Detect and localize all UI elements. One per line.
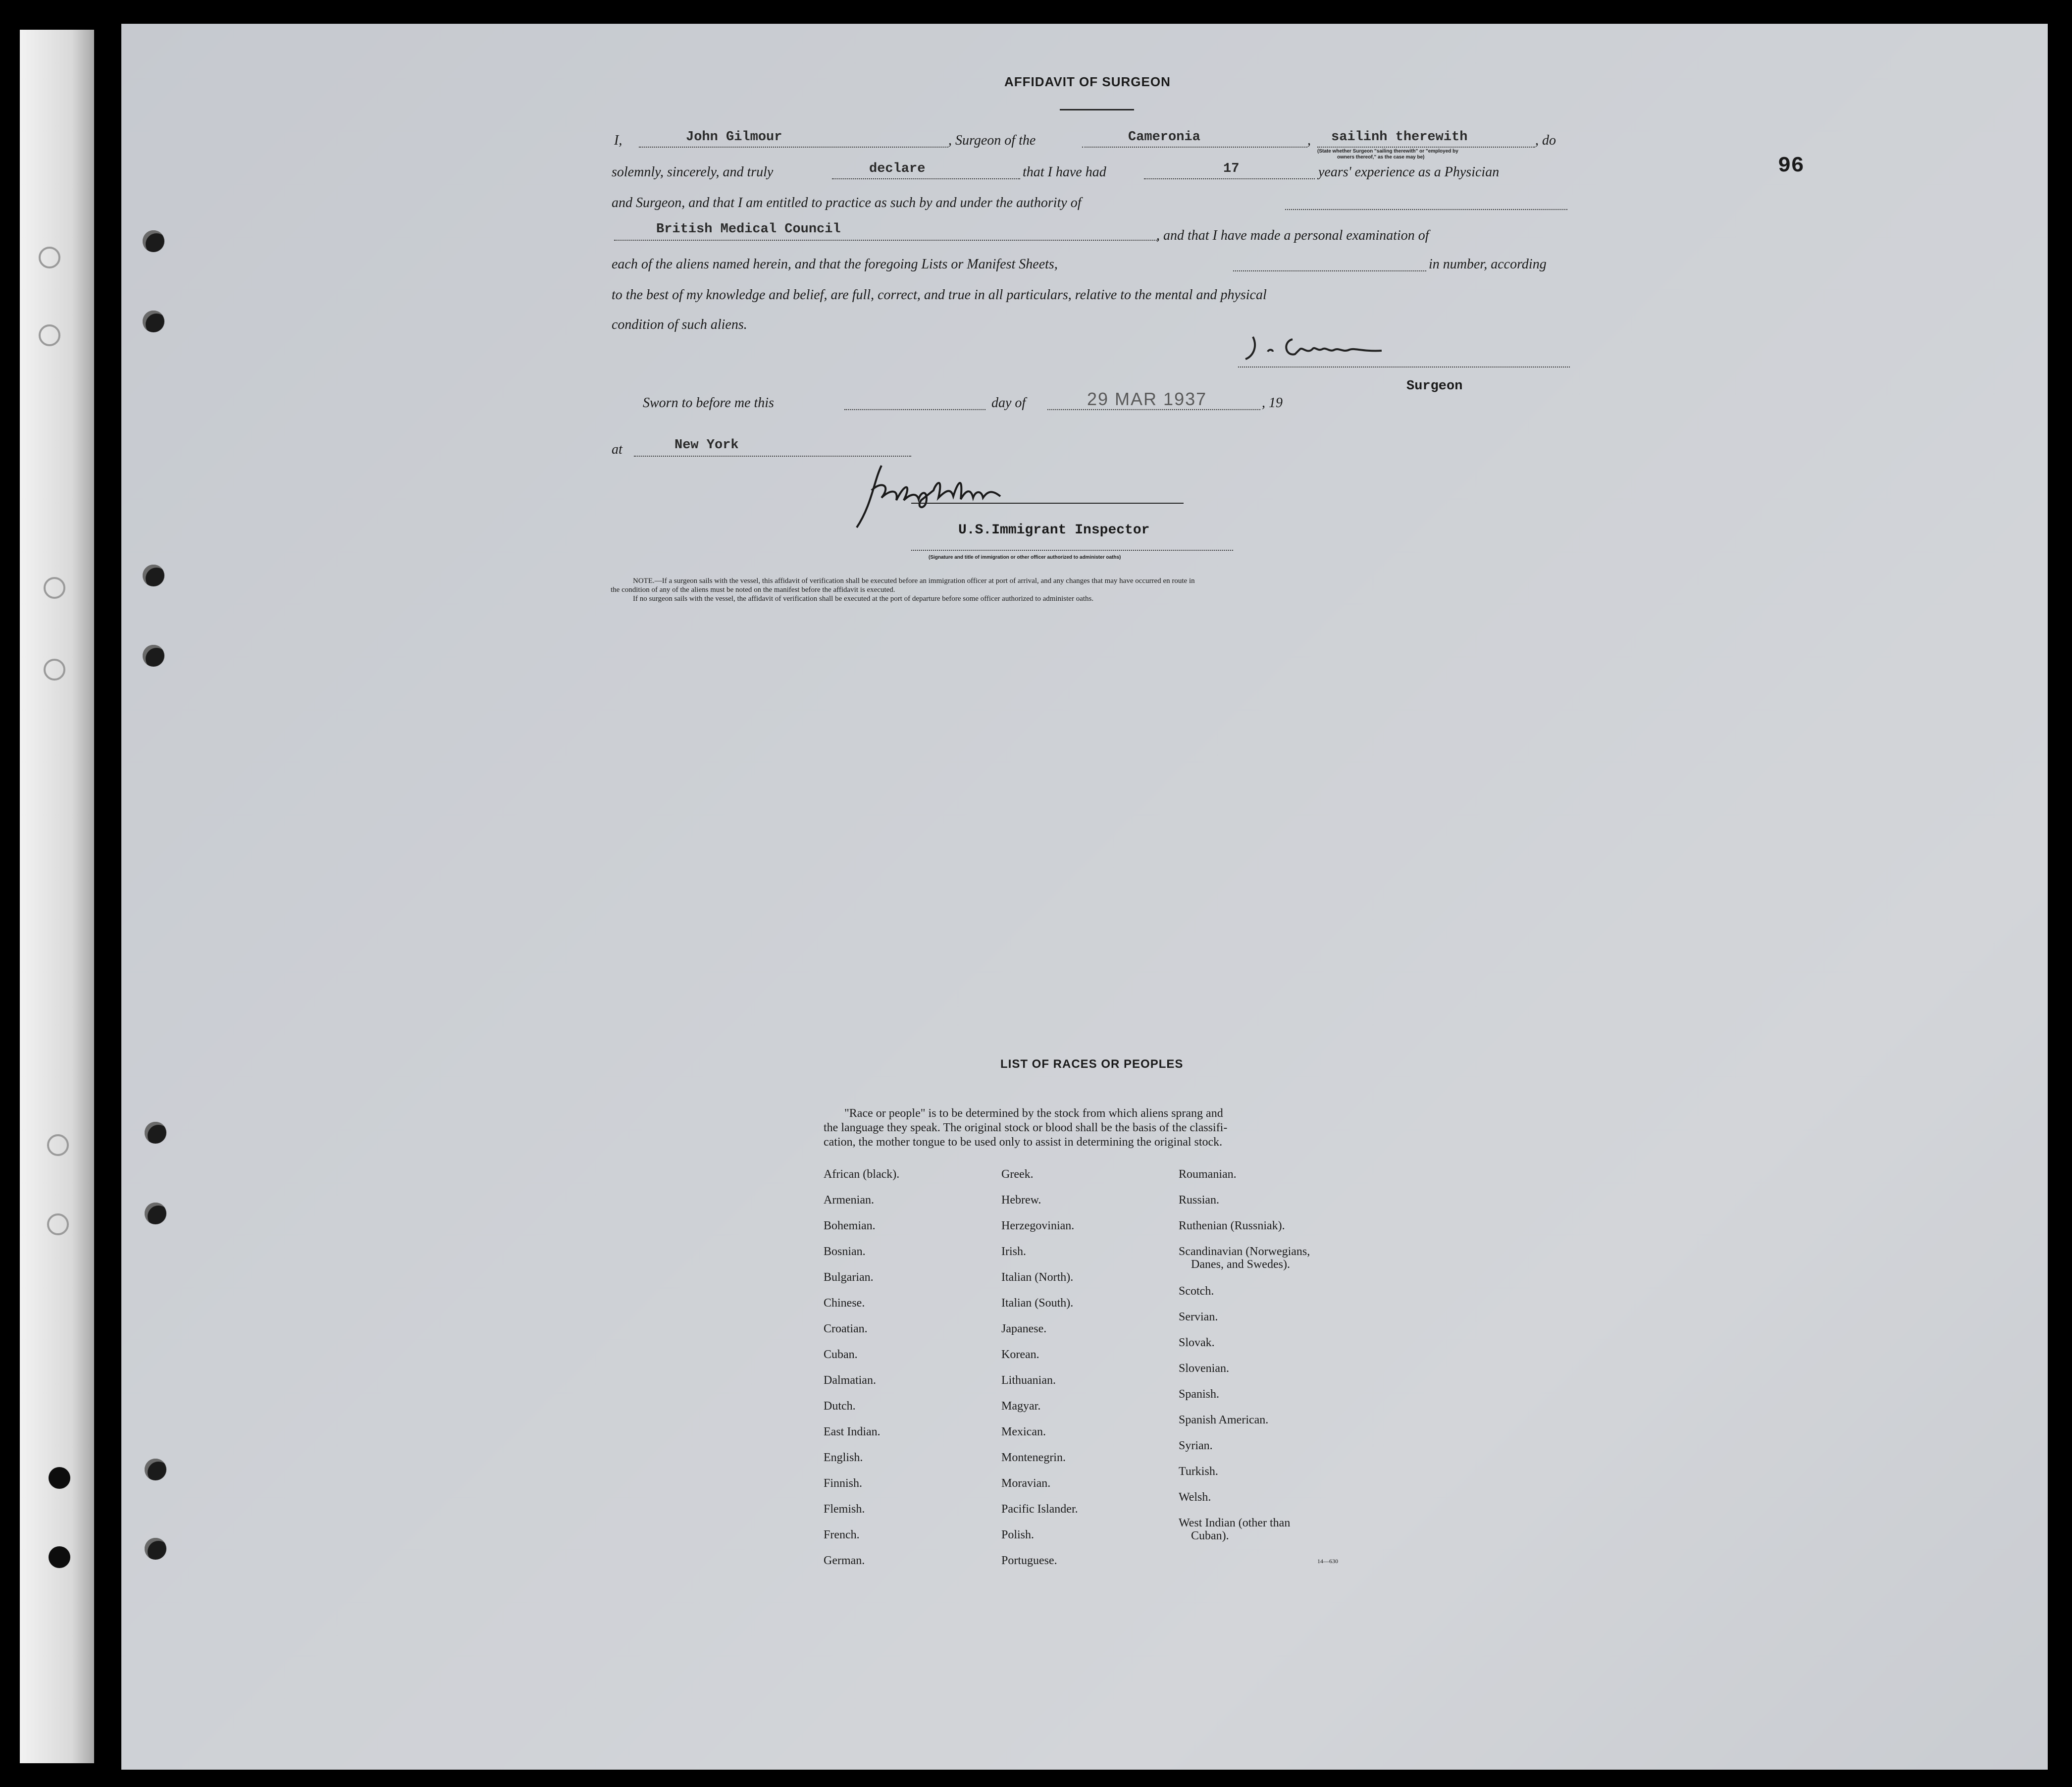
inspector-signature-line bbox=[911, 503, 1184, 504]
race-item: German. bbox=[824, 1554, 865, 1567]
race-item: Italian (South). bbox=[1001, 1297, 1074, 1310]
punch-hole bbox=[145, 1122, 166, 1144]
race-item: Korean. bbox=[1001, 1348, 1039, 1361]
punch-hole bbox=[143, 645, 164, 667]
race-item: West Indian (other than bbox=[1179, 1517, 1291, 1529]
line3: and Surgeon, and that I am entitled to practice as such by and under the authority of bbox=[612, 195, 1082, 210]
surgeon-label: Surgeon bbox=[1406, 379, 1463, 394]
races-title: LIST OF RACES OR PEOPLES bbox=[1000, 1057, 1184, 1071]
sworn-a: Sworn to before me this bbox=[643, 395, 774, 411]
race-item: Japanese. bbox=[1001, 1322, 1047, 1335]
race-item: African (black). bbox=[824, 1168, 900, 1181]
blank-line bbox=[1317, 147, 1535, 148]
blank-line bbox=[639, 147, 948, 148]
race-item: Cuban. bbox=[824, 1348, 858, 1361]
race-item: Hebrew. bbox=[1001, 1194, 1041, 1207]
race-item: Syrian. bbox=[1179, 1439, 1213, 1452]
race-item: Pacific Islander. bbox=[1001, 1503, 1078, 1516]
race-item: Polish. bbox=[1001, 1528, 1035, 1541]
line6: to the best of my knowledge and belief, are full, correct, and true in all particulars, relative to the mental and physical bbox=[612, 287, 1267, 303]
race-item: Italian (North). bbox=[1001, 1271, 1074, 1284]
race-item: Irish. bbox=[1001, 1245, 1026, 1258]
punch-hole bbox=[145, 1459, 166, 1480]
race-item: Dalmatian. bbox=[824, 1374, 876, 1387]
line2-b: that I have had bbox=[1023, 164, 1106, 180]
line1-surgeon-of: , Surgeon of the bbox=[948, 133, 1036, 148]
race-item: Lithuanian. bbox=[1001, 1374, 1056, 1387]
place-field: New York bbox=[674, 438, 739, 453]
blank-line bbox=[844, 409, 985, 410]
punch-hole bbox=[39, 324, 60, 346]
years-field: 17 bbox=[1223, 161, 1240, 176]
declare-field: declare bbox=[869, 161, 926, 176]
race-item: Dutch. bbox=[824, 1400, 856, 1413]
race-item: Finnish. bbox=[824, 1477, 863, 1490]
race-item: Portuguese. bbox=[1001, 1554, 1057, 1567]
blank-line bbox=[614, 240, 1159, 241]
vessel-field: Cameronia bbox=[1128, 130, 1200, 145]
inspector-title: U.S.Immigrant Inspector bbox=[958, 523, 1150, 538]
punch-hole bbox=[143, 230, 164, 252]
title-underline bbox=[1060, 109, 1134, 110]
inspector-caption: (Signature and title of immigration or other officer authorized to administer oaths) bbox=[929, 555, 1121, 560]
punch-hole bbox=[44, 659, 65, 681]
race-item: Danes, and Swedes). bbox=[1191, 1258, 1290, 1271]
note-line-1: NOTE.—If a surgeon sails with the vessel, this affidavit of verification shall be executed before an immigration officer at port of arrival, and any changes that may have occurred en route in bbox=[633, 577, 1195, 585]
race-item: Russian. bbox=[1179, 1194, 1220, 1207]
races-intro-2: the language they speak. The original stock or blood shall be the basis of the classifi- bbox=[824, 1121, 1228, 1134]
race-item: Moravian. bbox=[1001, 1477, 1051, 1490]
punch-hole bbox=[49, 1546, 70, 1568]
race-item: Montenegrin. bbox=[1001, 1451, 1066, 1464]
races-intro-1: "Race or people" is to be determined by the stock from which aliens sprang and bbox=[844, 1107, 1223, 1120]
race-item: Turkish. bbox=[1179, 1465, 1218, 1478]
race-item: Bosnian. bbox=[824, 1245, 866, 1258]
punch-hole bbox=[39, 247, 60, 268]
race-item: Servian. bbox=[1179, 1311, 1218, 1323]
line4-rest: , and that I have made a personal examination of bbox=[1156, 228, 1429, 243]
race-item: East Indian. bbox=[824, 1425, 881, 1438]
line5-a: each of the aliens named herein, and that the foregoing Lists or Manifest Sheets, bbox=[612, 257, 1058, 272]
race-item: Herzegovinian. bbox=[1001, 1219, 1075, 1232]
race-item: Welsh. bbox=[1179, 1491, 1211, 1504]
manifest-page bbox=[121, 24, 2048, 1770]
affidavit-title: AFFIDAVIT OF SURGEON bbox=[1004, 74, 1171, 89]
blank-line bbox=[1082, 147, 1307, 148]
sworn-c: , 19 bbox=[1262, 395, 1283, 411]
surgeon-name-field: John Gilmour bbox=[686, 130, 782, 145]
date-stamp: 29 MAR 1937 bbox=[1087, 389, 1207, 409]
line2-c: years' experience as a Physician bbox=[1318, 164, 1500, 180]
race-item: Spanish. bbox=[1179, 1388, 1220, 1401]
race-item: Roumanian. bbox=[1179, 1168, 1237, 1181]
race-item: Ruthenian (Russniak). bbox=[1179, 1219, 1285, 1232]
race-item: Mexican. bbox=[1001, 1425, 1046, 1438]
blank-line bbox=[634, 456, 911, 457]
races-intro-3: cation, the mother tongue to be used only to assist in determining the original stock. bbox=[824, 1136, 1223, 1149]
race-item: Cuban). bbox=[1191, 1529, 1229, 1542]
race-item: Bulgarian. bbox=[824, 1271, 874, 1284]
punch-hole bbox=[143, 565, 164, 586]
note-line-2: the condition of any of the aliens must be noted on the manifest before the affidavit is executed. bbox=[611, 586, 895, 594]
race-item: Flemish. bbox=[824, 1503, 865, 1516]
authority-field: British Medical Council bbox=[656, 222, 841, 237]
race-item: Chinese. bbox=[824, 1297, 865, 1310]
race-item: English. bbox=[824, 1451, 863, 1464]
punch-hole bbox=[143, 311, 164, 332]
form-code: 14—630 bbox=[1317, 1558, 1338, 1565]
race-item: Armenian. bbox=[824, 1194, 874, 1207]
blank-line bbox=[1144, 178, 1315, 179]
capacity-note-1: (State whether Surgeon "sailing therewith" or "employed by bbox=[1317, 149, 1458, 154]
blank-line bbox=[1285, 209, 1567, 210]
at-label: at bbox=[612, 442, 622, 457]
race-item: Bohemian. bbox=[824, 1219, 876, 1232]
line1-prefix: I, bbox=[614, 133, 622, 148]
race-item: Magyar. bbox=[1001, 1400, 1041, 1413]
line2-a: solemnly, sincerely, and truly bbox=[612, 164, 774, 180]
binder-strip bbox=[20, 30, 94, 1763]
race-item: Croatian. bbox=[824, 1322, 868, 1335]
blank-line bbox=[832, 178, 1020, 179]
race-item: Slovenian. bbox=[1179, 1362, 1229, 1375]
page-number: 96 bbox=[1778, 154, 1804, 178]
punch-hole bbox=[47, 1213, 69, 1235]
punch-hole bbox=[49, 1467, 70, 1489]
note-line-3: If no surgeon sails with the vessel, the affidavit of verification shall be executed at the port of departure before some officer authorized to administer oaths. bbox=[633, 595, 1094, 603]
capacity-field: sailinh therewith bbox=[1331, 130, 1468, 145]
surgeon-signature bbox=[1238, 327, 1466, 367]
capacity-note-2: owners thereof," as the case may be) bbox=[1337, 155, 1425, 160]
line1-comma: , bbox=[1307, 133, 1311, 148]
punch-hole bbox=[145, 1538, 166, 1560]
caption-line bbox=[911, 550, 1233, 551]
race-item: French. bbox=[824, 1528, 860, 1541]
sworn-b: day of bbox=[991, 395, 1026, 411]
race-item: Scotch. bbox=[1179, 1285, 1214, 1298]
punch-hole bbox=[47, 1134, 69, 1156]
line5-b: in number, according bbox=[1429, 257, 1547, 272]
race-item: Spanish American. bbox=[1179, 1414, 1269, 1426]
punch-hole bbox=[145, 1203, 166, 1224]
race-item: Greek. bbox=[1001, 1168, 1034, 1181]
blank-line bbox=[1233, 270, 1426, 271]
signature-line bbox=[1238, 367, 1570, 368]
line7: condition of such aliens. bbox=[612, 317, 747, 332]
race-item: Slovak. bbox=[1179, 1336, 1215, 1349]
line1-do: , do bbox=[1535, 133, 1556, 148]
race-item: Scandinavian (Norwegians, bbox=[1179, 1245, 1310, 1258]
punch-hole bbox=[44, 577, 65, 599]
